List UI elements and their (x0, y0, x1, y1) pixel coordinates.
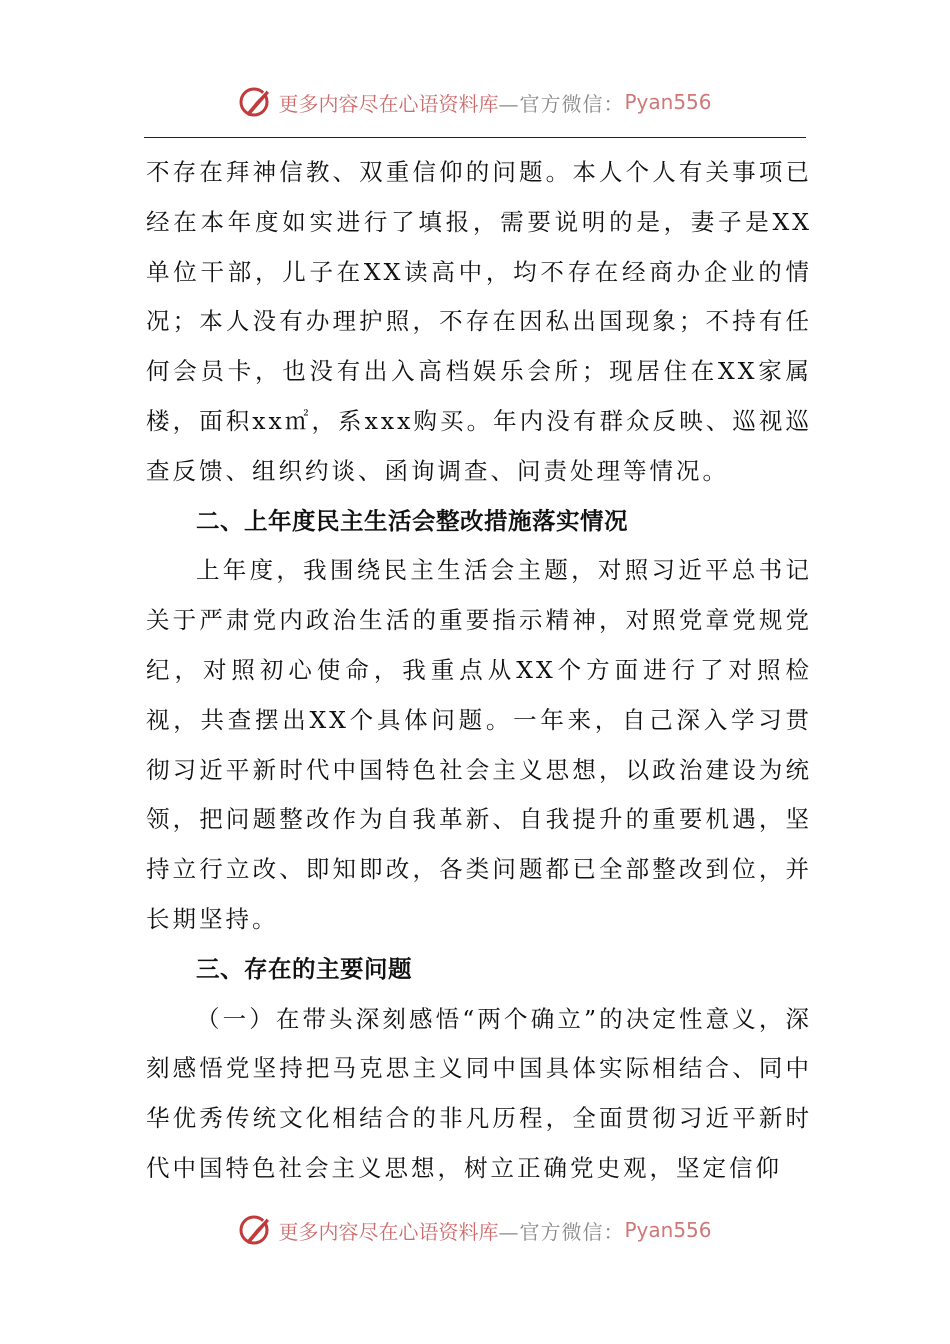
section-heading-2: 二、上年度民主生活会整改措施落实情况 (196, 506, 628, 535)
banner-wechat-id: Pyan556 (624, 90, 712, 114)
paragraph-2: 上年度，我围绕民主生活会主题，对照习近平总书记关于严肃党内政治生活的重要指示精神，对照党章党规党纪，对照初心使命，我重点从XX个方面进行了对照检视，共查摆出XX个具体问题。一年来，自己深入学习贯彻习近平新时代中国特色社会主义思想，以政治建设为统领，把问题整改作为自我革新、自我提升的重要机遇，坚持立行立改、即知即改，各类问题都已全部整改到位，并长期坚持。 (146, 556, 812, 933)
banner-main-text: 更多内容尽在心语资料库 (278, 91, 499, 116)
document-body (146, 148, 812, 1194)
paragraph-1: 不存在拜神信教、双重信仰的问题。本人个人有关事项已经在本年度如实进行了填报，需要说明的是，妻子是XX单位干部，儿子在XX读高中，均不存在经商办企业的情况；本人没有办理护照，不存在因私出国现象；不持有任何会员卡，也没有出入高档娱乐会所；现居住在XX家属楼，面积xx㎡，系xxx购买。年内没有群众反映、巡视巡查反馈、组织约谈、函询调查、问责处理等情况。 (146, 158, 812, 485)
banner-wechat-id: Pyan556 (624, 1218, 712, 1242)
quill-logo-icon (238, 84, 274, 120)
banner-sub-text: —官方微信： (498, 91, 625, 116)
banner-sub-text: —官方微信： (498, 1219, 625, 1244)
header-rule (144, 137, 806, 138)
header-banner (0, 82, 950, 122)
quill-logo-icon (238, 1212, 274, 1248)
section-heading-3: 三、存在的主要问题 (196, 954, 412, 983)
banner-main-text: 更多内容尽在心语资料库 (278, 1219, 499, 1244)
paragraph-3: （一）在带头深刻感悟“两个确立”的决定性意义，深刻感悟党坚持把马克思主义同中国具体实际相结合、同中华优秀传统文化相结合的非凡历程，全面贯彻习近平新时代中国特色社会主义思想，树立正确党史观，坚定信仰 (146, 1004, 812, 1182)
footer-banner (0, 1210, 950, 1250)
